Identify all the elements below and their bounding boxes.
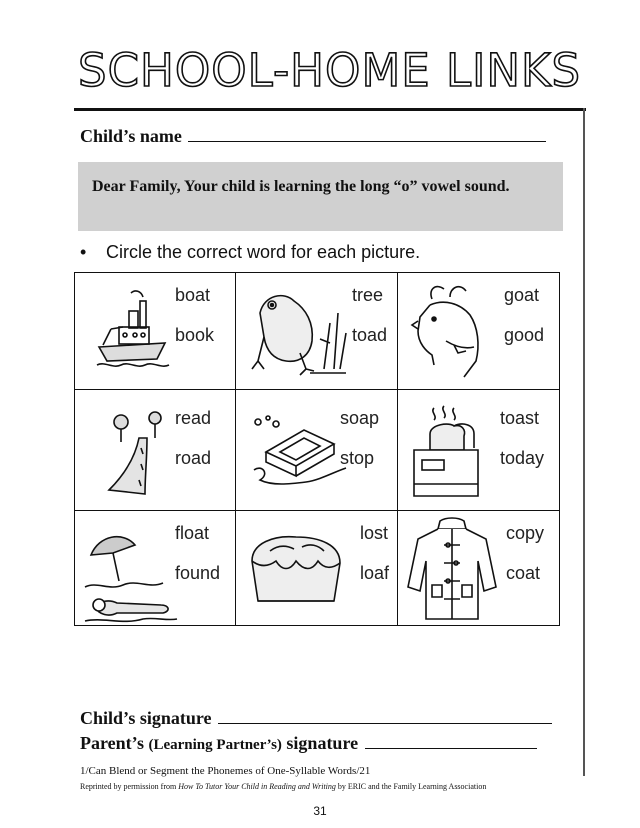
instruction-bullet: • xyxy=(80,242,87,262)
parent-signature-label-end: signature xyxy=(281,733,359,753)
parent-signature-label: Parent’s xyxy=(80,733,149,753)
page-title: SCHOOL-HOME LINKS xyxy=(78,44,582,97)
word-option[interactable]: found xyxy=(175,563,221,583)
child-name-blank[interactable] xyxy=(188,127,546,142)
word-option[interactable]: today xyxy=(500,448,545,468)
reprint-credit-a: Reprinted by permission from xyxy=(80,782,179,791)
floating-person-icon xyxy=(83,531,179,627)
word-option[interactable]: stop xyxy=(340,448,375,468)
child-name-label: Child’s name xyxy=(80,126,182,146)
family-note-text: Dear Family, Your child is learning the long “o” vowel sound. xyxy=(92,178,510,195)
toaster-icon xyxy=(408,404,496,500)
family-note xyxy=(78,162,563,231)
grid-cell-goat xyxy=(398,273,559,390)
word-option[interactable]: lost xyxy=(360,523,389,543)
word-option[interactable]: good xyxy=(504,325,545,345)
reprint-credit-book-title: How To Tutor Your Child in Reading and Writing xyxy=(178,782,336,791)
coat-icon xyxy=(404,515,500,623)
word-option[interactable]: toast xyxy=(500,408,540,428)
child-signature-label: Child’s signature xyxy=(80,708,212,728)
word-option[interactable]: copy xyxy=(506,523,545,543)
frog-icon xyxy=(250,283,350,379)
grid-cell-coat xyxy=(398,511,559,625)
word-option[interactable]: book xyxy=(175,325,215,345)
bread-loaf-icon xyxy=(246,531,346,607)
road-icon xyxy=(105,410,175,496)
parent-signature-row xyxy=(80,733,537,754)
grid-cell-boat xyxy=(75,273,236,390)
instruction xyxy=(80,242,420,263)
steamboat-icon xyxy=(95,287,171,371)
grid-cell-road xyxy=(75,390,236,511)
page-number: 31 xyxy=(313,804,327,818)
child-name-row xyxy=(80,126,546,147)
parent-signature-label-paren: (Learning Partner’s) xyxy=(148,737,282,753)
grid-cell-toad xyxy=(236,273,398,390)
skill-footer: 1/Can Blend or Segment the Phonemes of One-Syllable Words/21 xyxy=(80,765,371,777)
soap-icon xyxy=(250,410,350,490)
word-option[interactable]: loaf xyxy=(360,563,390,583)
word-option[interactable]: goat xyxy=(504,285,540,305)
child-signature-row xyxy=(80,708,552,729)
grid-cell-loaf xyxy=(236,511,398,625)
instruction-text: Circle the correct word for each picture. xyxy=(106,242,421,262)
word-option[interactable]: soap xyxy=(340,408,380,428)
grid-cell-toast xyxy=(398,390,559,511)
picture-word-grid xyxy=(74,272,560,626)
word-option[interactable]: read xyxy=(175,408,212,428)
child-signature-blank[interactable] xyxy=(218,709,552,724)
reprint-credit-c: by ERIC and the Family Learning Association xyxy=(335,782,487,791)
word-option[interactable]: toad xyxy=(352,325,388,345)
word-option[interactable]: coat xyxy=(506,563,541,583)
grid-cell-soap xyxy=(236,390,398,511)
word-option[interactable]: float xyxy=(175,523,210,543)
word-option[interactable]: boat xyxy=(175,285,211,305)
title-rule xyxy=(74,108,586,111)
word-option[interactable]: tree xyxy=(352,285,384,305)
goat-icon xyxy=(410,281,494,381)
grid-cell-float xyxy=(75,511,236,625)
word-option[interactable]: road xyxy=(175,448,212,468)
page-right-rule xyxy=(583,108,585,776)
reprint-credit xyxy=(80,782,486,791)
parent-signature-blank[interactable] xyxy=(365,734,537,749)
